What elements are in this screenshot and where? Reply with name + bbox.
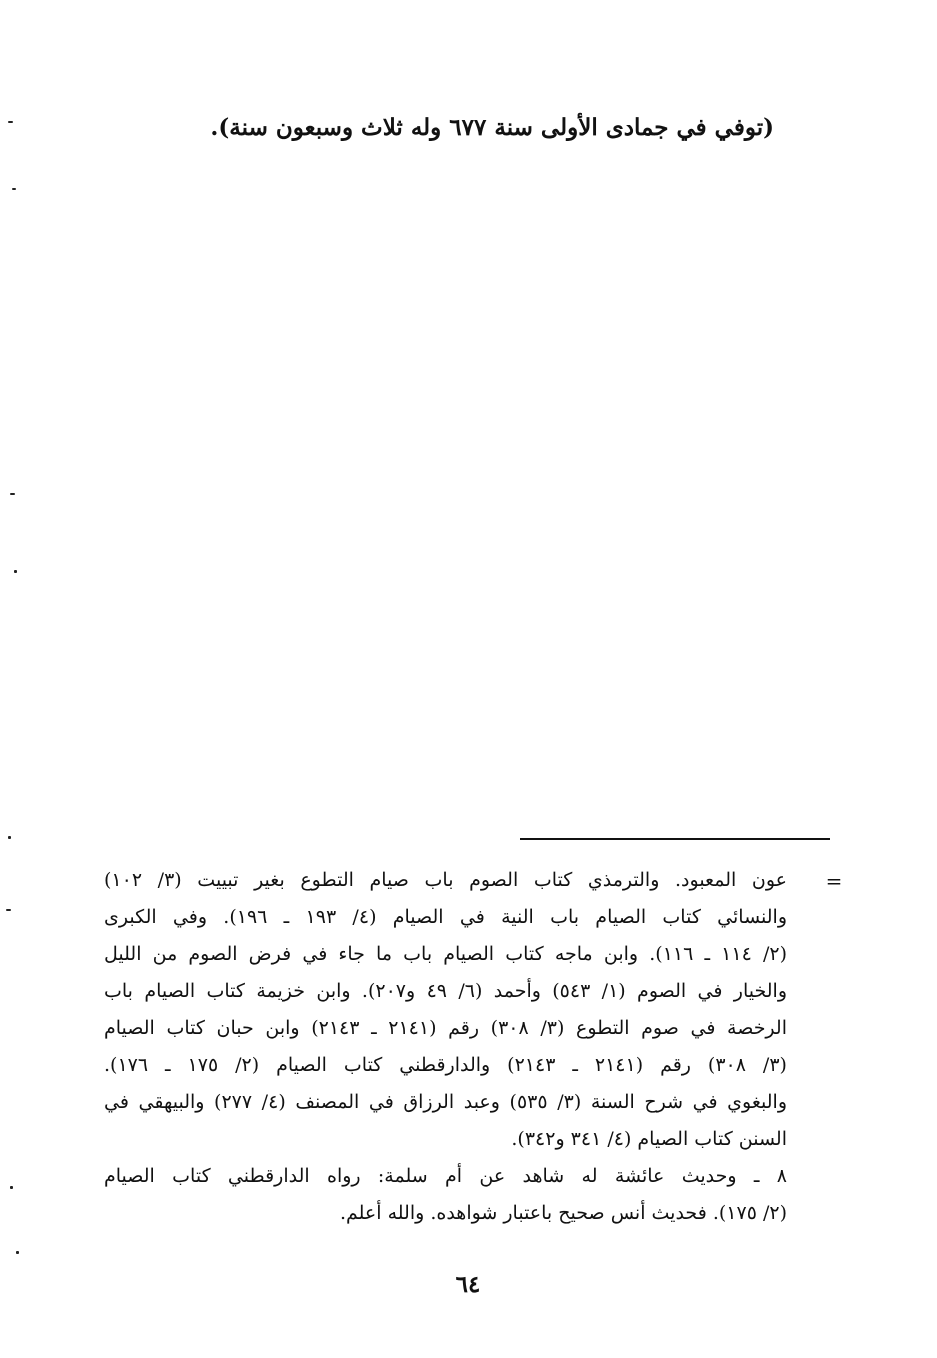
scan-speck	[12, 188, 16, 190]
footnote-block	[104, 862, 787, 1232]
footnote-line: عون المعبود. والترمذي كتاب الصوم باب صيام التطوع بغير تبييت (٣/ ١٠٢)	[104, 869, 787, 891]
footnote-line: (٣/ ٣٠٨) رقم (٢١٤١ ـ ٢١٤٣) والدارقطني كتاب الصيام (٢/ ١٧٥ ـ ١٧٦).	[104, 1054, 787, 1076]
footnote-line: والبغوي في شرح السنة (٣/ ٥٣٥) وعبد الرزاق في المصنف (٤/ ٢٧٧) والبيهقي في	[104, 1091, 787, 1113]
footnote-line: السنن كتاب الصيام (٤/ ٣٤١ و٣٤٢).	[511, 1128, 787, 1150]
footnote-line: (٢/ ١١٤ ـ ١١٦). وابن ماجه كتاب الصيام باب ما جاء في فرض الصوم من الليل	[104, 943, 787, 965]
footnote-line: والنسائي كتاب الصيام باب النية في الصيام (٤/ ١٩٣ ـ ١٩٦). وفي الكبرى	[104, 906, 787, 928]
scan-speck	[6, 909, 11, 911]
main-text: (توفي في جمادى الأولى سنة ٦٧٧ وله ثلاث وسبعون سنة).	[210, 114, 774, 141]
scan-speck	[8, 836, 11, 839]
scan-speck	[10, 493, 15, 495]
scan-speck	[16, 1251, 19, 1254]
scan-speck	[10, 1186, 13, 1189]
footnote-line: (٢/ ١٧٥). فحديث أنس صحيح باعتبار شواهده. والله أعلم.	[339, 1202, 787, 1224]
scan-speck	[8, 121, 13, 123]
page-number: ٦٤	[455, 1271, 481, 1298]
footnote-line: الرخصة في صوم التطوع (٣/ ٣٠٨) رقم (٢١٤١ ـ ٢١٤٣) وابن حبان كتاب الصيام	[104, 1017, 787, 1039]
footnote-continuation-mark: =	[825, 869, 843, 893]
footnote-line: ٨ ـ وحديث عائشة له شاهد عن أم سلمة: رواه الدارقطني كتاب الصيام	[104, 1165, 787, 1187]
footnote-line: والخيار في الصوم (١/ ٥٤٣) وأحمد (٦/ ٤٩ و٢٠٧). وابن خزيمة كتاب الصيام باب	[104, 980, 787, 1002]
footnote-separator	[520, 838, 830, 840]
scan-speck	[14, 570, 17, 573]
